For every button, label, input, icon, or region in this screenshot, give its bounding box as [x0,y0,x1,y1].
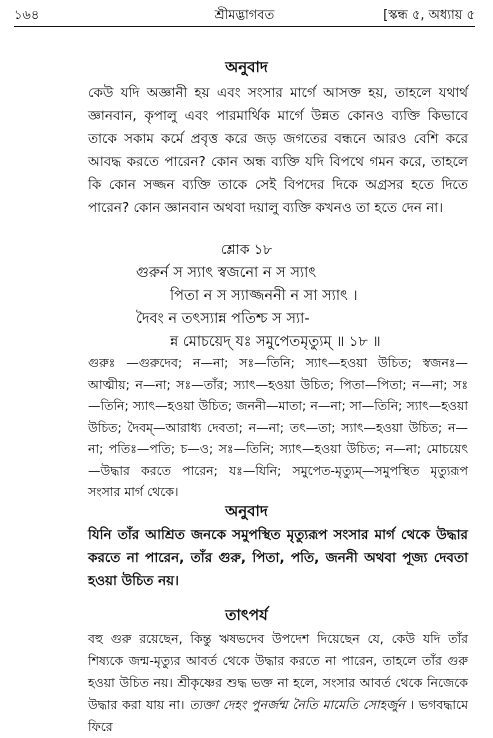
verse-line-1: গুরুর্ন স স্যাৎ স্বজনো ন স স্যাৎ [136,265,317,281]
chapter-reference: [স্কন্ধ ৫, অধ্যায় ৫ [383,8,475,23]
verse-heading: শ্লোক ১৮ [220,242,273,258]
purport-text-before: বহু গুরু রয়েছেন, কিন্তু ঋষভদেব উপদেশ দিয়েছেন যে, কেউ যদি তাঁর শিষ্যকে জন্ম-মৃত্যুর আবর্ত থেকে উদ্ধার করতে না পারেন, তাহলে তাঁর গুরু হওয়া উচিত নয়। শ্রীকৃষ্ণের শুদ্ধ ভক্ত না হলে, সংসার আবর্ত থেকে নিজেকে উদ্ধার করা যায় না। [88,631,468,712]
purport-heading: তাৎপর্য [225,606,268,624]
verse-block [136,262,476,354]
verse-line-2: পিতা ন স স্যাজ্জননী ন সা স্যাৎ । [170,288,358,304]
page-header [14,4,475,26]
header-rule [14,26,475,27]
book-title: শ্রীমদ্ভাগবত [214,8,275,23]
purport-text-after: । ভগবদ্ধামে ফিরে [88,697,469,734]
translation-text: যিনি তাঁর আশ্রিত জনকে সমুপস্থিত মৃত্যুরূপ সংসার মার্গ থেকে উদ্ধার করতে না পারেন, তাঁর গুরু, পিতা, পতি, জননী অথবা পূজ্য দেবতা হওয়া উচিত নয়। [88,527,468,589]
purport-quote: ত্যক্তা দেহং পুনর্জন্ম নৈতি মামেতি সোহর্জুন [189,697,405,712]
prev-translation-text: কেউ যদি অজ্ঞানী হয় এবং সংসার মার্গে আসক্ত হয়, তাহলে যথার্থ জ্ঞানবান, কৃপালু এবং পারমার্থিক মার্গে উন্নত কোনও ব্যক্তি কিভাবে তাকে সকাম কর্মে প্রবৃত্ত করে জড় জগতের বন্ধনে আরও বেশি করে আবদ্ধ করতে পারেন? কোন অন্ধ ব্যক্তি যদি বিপথে গমন করে, তাহলে কি কোন সজ্জন ব্যক্তি তাকে সেই বিপদের দিকে অগ্রসর হতে দিতে পারেন? কোন জ্ঞানবান অথবা দয়ালু ব্যক্তি কখনও তা হতে দেন না। [88,85,468,216]
translation-heading: অনুবাদ [225,502,268,520]
verse-line-4: ন্ন মোচয়েদ্ যঃ সমুপেতমৃত্যুম্ ॥ ১৮ ॥ [170,334,381,350]
page-number: ১৬৪ [14,8,40,23]
synonyms-text: গুরুঃ —গুরুদেব; ন—না; সঃ—তিনি; স্যাৎ—হওয়া উচিত; স্বজনঃ—আত্মীয়; ন—না; সঃ—তাঁর; স্যাৎ—হওয়া উচিত; পিতা—পিতা; ন—না; সঃ—তিনি; স্যাৎ—হওয়া উচিত; জননী—মাতা; ন—না; সা—তিনি; স্যাৎ—হওয়া উচিত; দৈবম্—আরাধ্য দেবতা; ন—না; তৎ—তা; স্যাৎ—হওয়া উচিত; ন—না; পতিঃ—পতি; চ—ও; সঃ—তিনি; স্যাৎ—হওয়া উচিত; ন—না; মোচয়েৎ—উদ্ধার করতে পারেন; যঃ—যিনি; সমুপেত-মৃত্যুম্—সমুপস্থিত মৃত্যুরূপ সংসার মার্গ থেকে। [88,355,468,499]
purport-text [88,628,468,738]
verse-line-3: দৈবং ন তৎস্যান্ন পতিশ্চ স স্যা- [136,311,310,327]
prev-translation-heading: অনুবাদ [225,58,268,76]
